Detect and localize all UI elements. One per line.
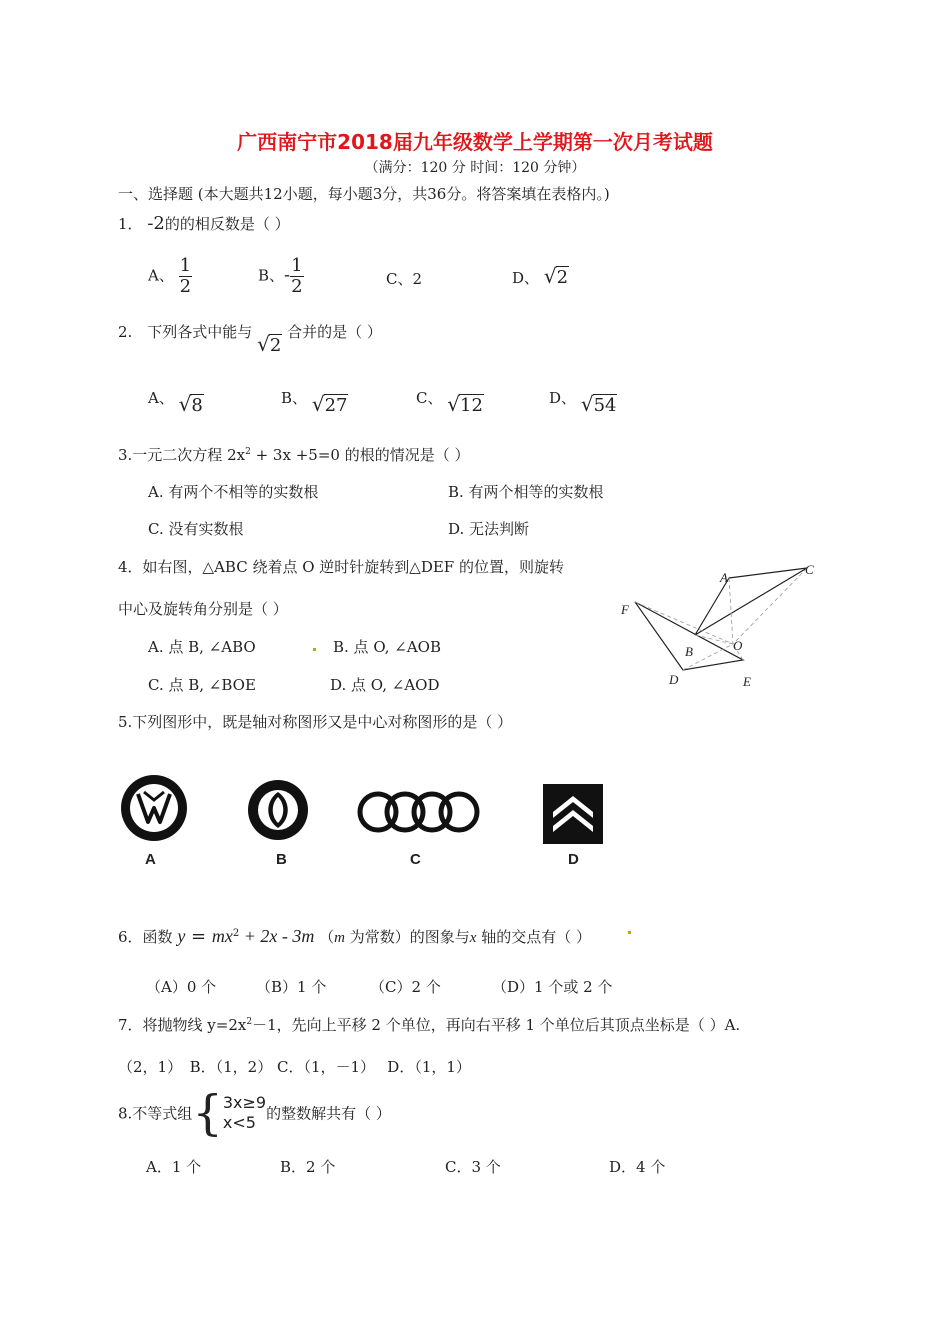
q1-d-sqrt: √ 2: [543, 264, 569, 288]
q6-m: mx: [211, 926, 233, 946]
q8-suffix: 的整数解共有（ ）: [266, 1104, 391, 1123]
question-1: [118, 213, 290, 234]
q1-d-label: D、: [512, 269, 540, 287]
q2-b-label: B、: [281, 389, 308, 407]
question-5: 5.下列图形中，既是轴对称图形又是中心对称图形的是（ ）: [118, 713, 513, 731]
q2-a-label: A、: [148, 389, 174, 407]
q8-option-b: B．2 个: [280, 1158, 336, 1176]
q2-text-suffix: 合并的是（ ）: [287, 323, 382, 341]
q8-option-a: A．1 个: [146, 1158, 202, 1176]
q7-text-a: 7．将抛物线 y=2x: [118, 1016, 247, 1034]
q1-option-b: [258, 256, 304, 297]
logo-dongfeng-icon: [245, 777, 311, 843]
logo-citroen-icon: [541, 782, 605, 846]
logo-caption-d: D: [568, 851, 579, 868]
q6-suffix: 轴的交点有（ ）: [476, 928, 592, 946]
question-7-line2: （2，1） B．（1，2） C．（1，－1） D．（1，1）: [118, 1058, 471, 1076]
logo-caption-b: B: [276, 851, 287, 868]
q6-paren: （: [319, 928, 335, 946]
q2-c-label: C、: [416, 389, 443, 407]
question-6: [118, 926, 591, 947]
q1-b-label: B、: [258, 266, 285, 285]
q6-option-c: （C）2 个: [370, 978, 441, 996]
label-a: A: [720, 570, 728, 585]
q2-option-b: [281, 384, 348, 416]
q8-ineq-1: 3x≥9: [222, 1093, 267, 1112]
q3-option-d: D. 无法判断: [448, 520, 530, 538]
q3-option-a: A. 有两个不相等的实数根: [148, 483, 319, 501]
q6-y: y: [177, 926, 186, 946]
logo-caption-c: C: [410, 851, 421, 868]
q1-option-d: [512, 264, 569, 288]
q2-b-sqrt: √ 27: [311, 392, 348, 416]
q8-brace: {: [192, 1085, 223, 1141]
q1-a-fraction: $\frac{1}{2}$: [179, 255, 192, 297]
q2-d-sqrt: √ 54: [580, 392, 617, 416]
q2-option-c: [416, 384, 484, 416]
q2-d-label: D、: [549, 389, 577, 407]
question-7-line1: [118, 1014, 740, 1035]
q2-text: 2. 下列各式中能与: [118, 323, 253, 341]
q1-number: 1．: [118, 215, 143, 233]
q3-option-c: C. 没有实数根: [148, 520, 244, 538]
q6-eq: =: [185, 926, 212, 947]
label-f: F: [621, 602, 629, 617]
q6-rest: + 2x - 3m: [239, 926, 315, 946]
q1-option-c: C、2: [386, 270, 423, 288]
question-4-line1: 4．如右图，△ABC 绕着点 O 逆时针旋转到△DEF 的位置，则旋转: [118, 558, 564, 576]
q3-sup: 2: [245, 447, 251, 457]
q8-option-d: D．4 个: [609, 1158, 666, 1176]
q6-option-d: （D）1 个或 2 个: [492, 978, 613, 996]
q1-expr: -2: [147, 213, 165, 234]
rotation-figure: [615, 560, 825, 695]
q7-text-b: －1，先向上平移 2 个单位，再向右平移 1 个单位后其顶点坐标是（ ）A.: [252, 1016, 741, 1034]
q6-sup: 2: [232, 928, 240, 939]
q2-option-d: [549, 384, 617, 416]
q4-option-d: D. 点 O, ∠AOD: [330, 676, 440, 694]
q7-sup: 2: [246, 1017, 253, 1027]
question-3: [118, 444, 469, 465]
q2-a-sqrt: √ 8: [178, 392, 203, 416]
label-d: D: [669, 672, 679, 687]
question-4-line2: 中心及旋转角分别是（ ）: [118, 600, 288, 618]
q6-option-a: （A）0 个: [146, 978, 217, 996]
logo-vw-icon: [118, 772, 193, 844]
q6-m2: m: [334, 930, 346, 946]
label-e: E: [743, 674, 751, 689]
q3-text-b: + 3x +5=0 的根的情况是（ ）: [250, 446, 470, 464]
q6-option-b: （B）1 个: [256, 978, 327, 996]
page-title: 广西南宁市2018届九年级数学上学期第一次月考试题: [237, 130, 713, 154]
q6-x: x: [469, 930, 477, 946]
page-subtitle: （满分：120 分 时间：120 分钟）: [364, 160, 586, 176]
q4-option-c: C. 点 B, ∠BOE: [148, 676, 256, 694]
q3-text-a: 3.一元二次方程 2x: [118, 446, 246, 464]
label-o: O: [733, 638, 743, 653]
q1-b-fraction: $\frac{1}{2}$: [291, 255, 303, 297]
q1-text: 的的相反数是（ ）: [164, 215, 290, 233]
section-heading: 一、选择题 (本大题共12小题，每小题3分，共36分。将答案填在表格内。): [118, 185, 610, 203]
label-b: B: [685, 644, 693, 659]
q8-system: [223, 1093, 266, 1133]
triangle-def: [635, 602, 743, 670]
q2-option-a: [148, 384, 204, 416]
q4-option-a: A. 点 B, ∠ABO: [148, 638, 256, 656]
logo-caption-a: A: [145, 851, 156, 868]
q6-prefix: 6．函数: [118, 928, 173, 946]
q6-mid: 为常数）的图象与: [345, 928, 470, 946]
q2-sqrt: √ 2: [257, 332, 282, 356]
q8-ineq-2: x<5: [222, 1113, 256, 1132]
q1-b-sign: -: [284, 264, 291, 286]
q2-c-sqrt: √ 12: [447, 392, 483, 416]
q8-prefix: 8.不等式组: [118, 1104, 193, 1123]
question-2: [118, 318, 382, 356]
logo-audi-icon: [354, 789, 484, 835]
q3-option-b: B. 有两个相等的实数根: [448, 483, 604, 501]
q8-option-c: C．3 个: [445, 1158, 501, 1176]
q4-option-b: B. 点 O, ∠AOB: [333, 638, 442, 656]
q1-a-label: A、: [148, 266, 174, 285]
q1-option-a: [148, 256, 192, 297]
label-c: C: [805, 562, 814, 577]
question-8: [118, 1085, 391, 1141]
